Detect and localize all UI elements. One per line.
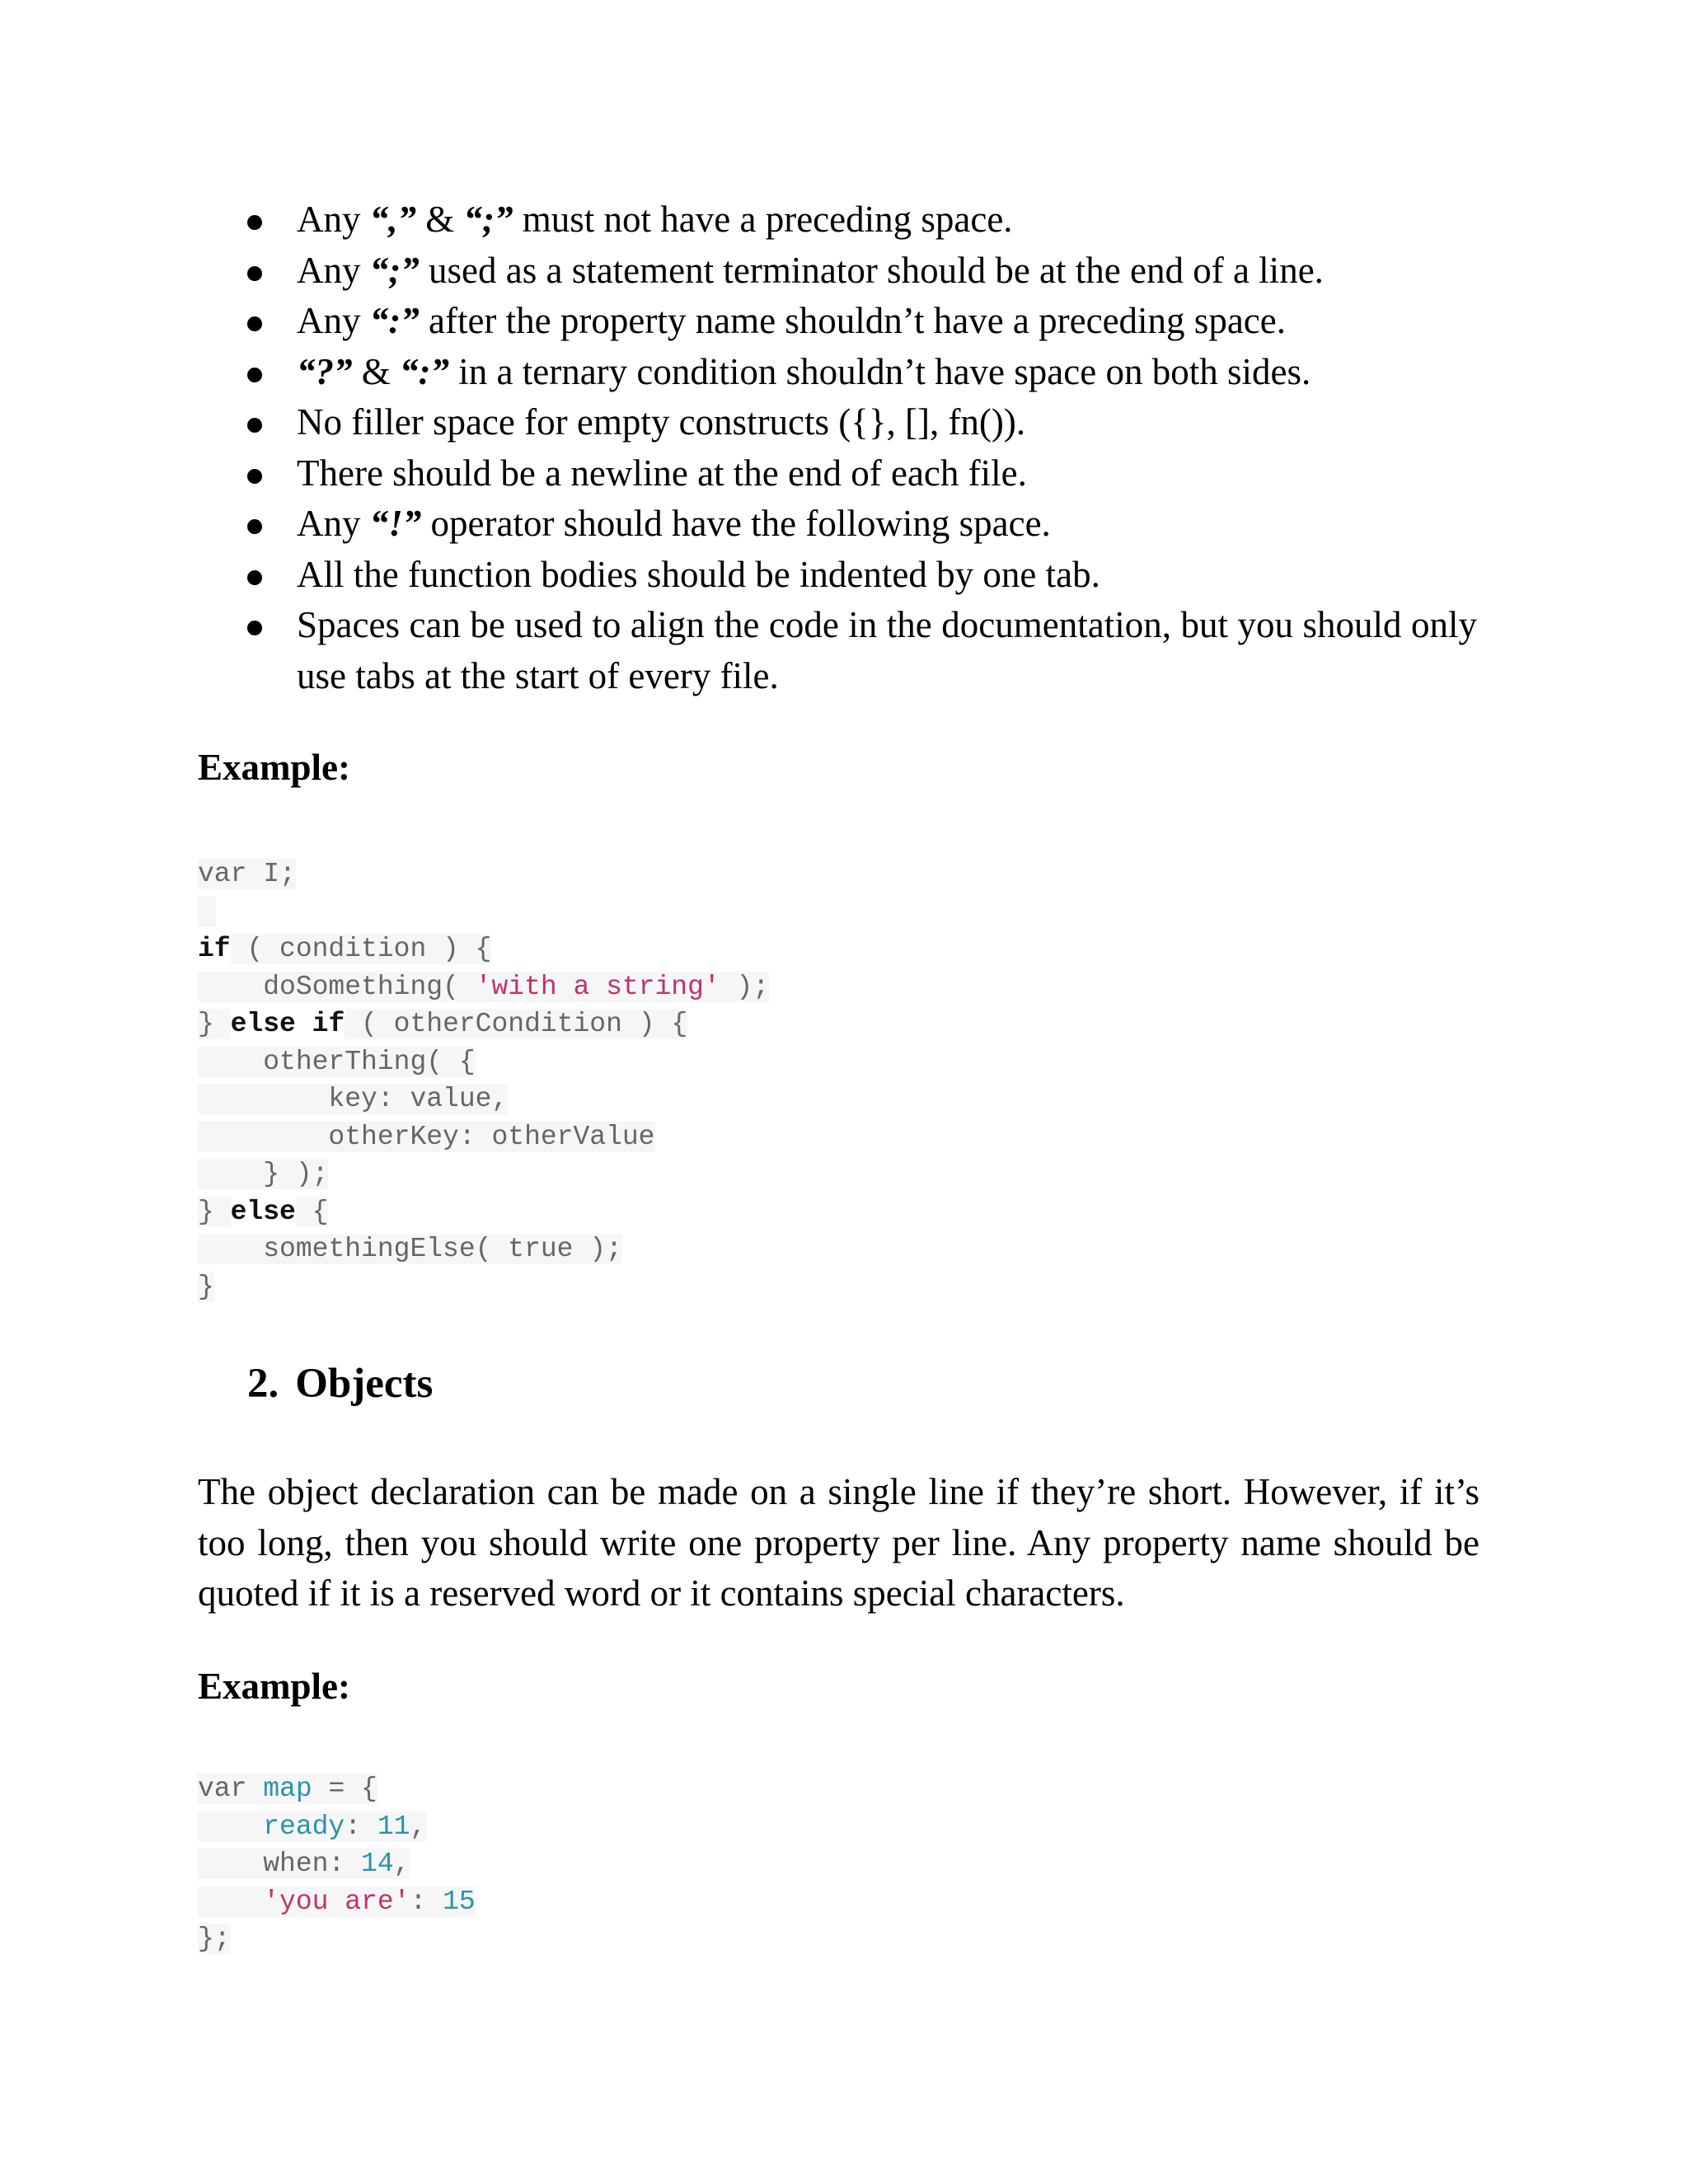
- code-line: :: [410, 1886, 443, 1917]
- bullet-icon: [247, 418, 262, 433]
- keyword: if: [312, 1009, 345, 1039]
- bullet-icon: [247, 215, 262, 230]
- list-item: Spaces can be used to align the code in the documentation, but you should only use tabs at the start of every file.: [241, 600, 1477, 701]
- section-paragraph: The object declaration can be made on a single line if they’re short. However, if it’s too long, then you should write one property per line. Any property name should be quoted if it is a reserved word or it contains special characters.: [198, 1471, 1479, 1614]
- code-block-conditionals: [198, 855, 769, 1305]
- rules-bullet-list: [241, 194, 1477, 701]
- keyword: if: [198, 934, 231, 964]
- code-line: var: [198, 1774, 264, 1804]
- code-line: somethingElse( true );: [198, 1234, 622, 1264]
- keyword: else: [230, 1196, 296, 1227]
- section-number: 2.: [247, 1361, 279, 1407]
- number-literal: 15: [443, 1886, 476, 1917]
- identifier: ready: [263, 1811, 345, 1842]
- code-line: }: [198, 1009, 231, 1039]
- code-line: {: [295, 1196, 329, 1227]
- list-item: All the function bodies should be indented by one tab.: [241, 550, 1477, 601]
- code-line: ,: [410, 1811, 427, 1842]
- code-indent: [198, 1886, 263, 1917]
- code-line: ,: [393, 1849, 410, 1879]
- code-line: ( otherCondition ) {: [345, 1009, 688, 1039]
- bullet-icon: [247, 621, 262, 635]
- list-item: Any “;” used as a statement terminator should be at the end of a line.: [241, 246, 1477, 297]
- example-label: Example:: [198, 747, 350, 788]
- code-line: }: [198, 1271, 214, 1302]
- code-block-objects: [198, 1770, 476, 1958]
- bullet-icon: [247, 469, 262, 484]
- string-literal: 'you are': [263, 1886, 410, 1917]
- list-item: No filler space for empty constructs ({}, [], fn()).: [241, 397, 1477, 448]
- example-label: Example:: [198, 1666, 350, 1707]
- code-line: var I;: [198, 859, 296, 889]
- list-item: Any “,” & “;” must not have a preceding space.: [241, 194, 1477, 246]
- code-line: otherKey: otherValue: [198, 1121, 655, 1152]
- code-line: otherThing( {: [198, 1046, 476, 1077]
- code-line: = {: [312, 1774, 377, 1804]
- bullet-icon: [247, 519, 262, 534]
- keyword: else: [230, 1009, 296, 1039]
- code-line: when:: [198, 1849, 362, 1879]
- code-line: ( condition ) {: [230, 934, 492, 964]
- bullet-icon: [247, 570, 262, 585]
- code-line: key: value,: [198, 1084, 509, 1114]
- code-line: );: [720, 971, 770, 1002]
- section-heading: [247, 1360, 433, 1408]
- list-item: Any “!” operator should have the following space.: [241, 499, 1477, 550]
- number-literal: 11: [377, 1811, 410, 1842]
- code-line: :: [345, 1811, 377, 1842]
- bullet-icon: [247, 368, 262, 382]
- list-item: There should be a newline at the end of each file.: [241, 448, 1477, 499]
- code-line: };: [198, 1924, 231, 1954]
- code-space: [296, 1009, 312, 1039]
- identifier: map: [263, 1774, 312, 1804]
- string-literal: 'with a string': [475, 971, 720, 1002]
- section-title: Objects: [295, 1361, 434, 1407]
- code-line: }: [198, 1196, 231, 1227]
- list-item: Any “:” after the property name shouldn’t have a preceding space.: [241, 296, 1477, 347]
- code-line: doSomething(: [198, 971, 476, 1002]
- number-literal: 14: [361, 1849, 394, 1879]
- list-item: “?” & “:” in a ternary condition shouldn’t have space on both sides.: [241, 347, 1477, 398]
- bullet-icon: [247, 266, 262, 281]
- code-line: } );: [198, 1159, 329, 1189]
- code-blank-line: [198, 896, 216, 927]
- code-indent: [198, 1811, 263, 1842]
- bullet-icon: [247, 316, 262, 331]
